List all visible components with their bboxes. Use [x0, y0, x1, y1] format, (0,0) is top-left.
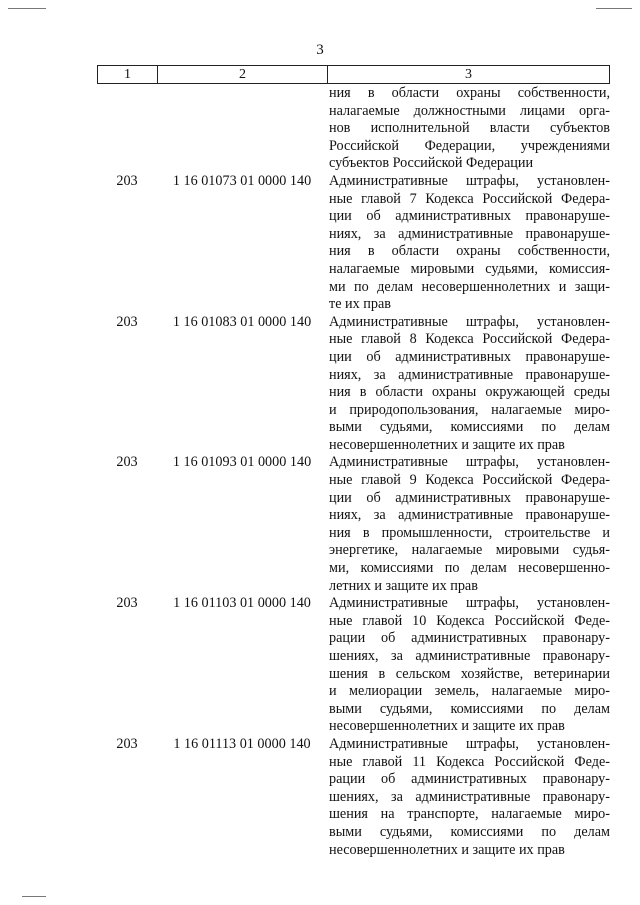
description-cell [327, 173, 610, 314]
admin-code-cell: 203 [116, 172, 138, 189]
description-cell [327, 595, 610, 736]
description-line: ные главой 7 Кодекса Российской Федера- [329, 190, 610, 207]
description-line: выми судьями, комиссиями по делам [329, 700, 610, 717]
description-line: выми судьями, комиссиями по делам [329, 823, 610, 840]
description-line: Административные штрафы, установлен- [329, 172, 610, 189]
admin-code-cell: 203 [116, 595, 138, 612]
table-row [97, 454, 610, 595]
description-line: летних и защите их прав [329, 577, 478, 594]
budget-code-cell: 1 16 01103 01 0000 140 [173, 595, 311, 612]
description-line: шениях, за административные правонару- [329, 788, 610, 805]
scan-mark-bottom-left [22, 896, 46, 897]
description-line: ния в области охраны собственности, [329, 243, 610, 260]
description-line: энергетике, налагаемые мировыми судья- [329, 542, 610, 559]
admin-code-cell: 203 [116, 454, 138, 471]
description-line: несовершеннолетних и защите их прав [329, 718, 565, 735]
table-row-continuation [97, 85, 610, 173]
description-line: ниях, за административные правонаруше- [329, 366, 610, 383]
scan-mark-top-left [8, 8, 46, 9]
description-line: ции об административных правонаруше- [329, 489, 610, 506]
admin-code-cell: 203 [116, 313, 138, 330]
header-col-1: 1 [98, 66, 158, 83]
description-line: несовершеннолетних и защите их прав [329, 841, 565, 858]
description-line: шениях, за административные правонару- [329, 648, 610, 664]
table-header [97, 65, 610, 84]
table-body [97, 85, 610, 859]
description-line: ные главой 10 Кодекса Российской Феде- [329, 612, 610, 629]
admin-code-cell: 203 [116, 735, 138, 752]
budget-code-cell: 1 16 01083 01 0000 140 [172, 313, 312, 330]
description-line: Административные штрафы, установлен- [329, 735, 610, 752]
description-cell [327, 736, 610, 859]
description-line: ные главой 9 Кодекса Российской Федера- [329, 472, 610, 489]
description-cell [327, 314, 610, 455]
description-line: Административные штрафы, установлен- [329, 454, 610, 471]
description-line: рации об административных правонару- [329, 630, 610, 647]
description-line: Административные штрафы, установлен- [329, 313, 610, 330]
description-line: налагаемые должностными лицами орга- [329, 102, 610, 119]
budget-code-cell: 1 16 01073 01 0000 140 [172, 172, 312, 189]
header-col-2: 2 [158, 66, 328, 83]
budget-code-cell [157, 85, 327, 173]
description-line: нов исполнительной власти субъектов [329, 120, 610, 137]
description-cell [327, 85, 610, 173]
table-row [97, 736, 610, 859]
description-cell [327, 454, 610, 595]
table-row [97, 173, 610, 314]
description-line: выми судьями, комиссиями по делам [329, 419, 610, 436]
description-line: несовершеннолетних и защите их прав [329, 436, 565, 453]
description-line: шения в сельском хозяйстве, ветеринарии [329, 665, 610, 682]
description-line: ниях, за административные правонаруше- [329, 507, 610, 524]
table-row [97, 314, 610, 455]
description-line: ниях, за административные правонаруше- [329, 225, 610, 242]
page-number: 3 [316, 42, 324, 58]
description-line: ции об административных правонаруше- [329, 348, 610, 365]
description-line: ния в области охраны окружающей среды [329, 384, 610, 401]
description-line: и мелиорации земель, налагаемые миро- [329, 683, 610, 700]
description-line: ные главой 11 Кодекса Российской Феде- [329, 753, 610, 770]
budget-code-cell: 1 16 01093 01 0000 140 [172, 454, 312, 471]
table-row [97, 595, 610, 736]
header-col-3: 3 [465, 67, 472, 82]
description-line: Российской Федерации, учреждениями [329, 137, 610, 154]
description-line: рации об административных правонару- [329, 771, 610, 788]
admin-code-cell [97, 85, 157, 173]
description-line: ные главой 8 Кодекса Российской Федера- [329, 331, 610, 348]
description-line: шения на транспорте, налагаемые миро- [329, 806, 610, 823]
description-line: ния в промышленности, строительстве и [329, 524, 610, 541]
description-line: налагаемые мировыми судьями, комиссия- [329, 260, 610, 277]
scan-mark-top-right [596, 8, 632, 9]
description-line: те их прав [329, 296, 391, 313]
description-line: Административные штрафы, установлен- [329, 595, 610, 612]
description-line: и природопользования, налагаемые миро- [329, 401, 610, 418]
description-line: ния в области охраны собственности, [329, 85, 610, 101]
description-line: субъектов Российской Федерации [329, 155, 534, 172]
description-line: ми, комиссиями по делам несовершенно- [329, 560, 610, 577]
description-line: ции об административных правонаруше- [329, 208, 610, 225]
budget-code-cell: 1 16 01113 01 0000 140 [173, 735, 311, 752]
description-line: ми по делам несовершеннолетних и защи- [329, 278, 610, 295]
